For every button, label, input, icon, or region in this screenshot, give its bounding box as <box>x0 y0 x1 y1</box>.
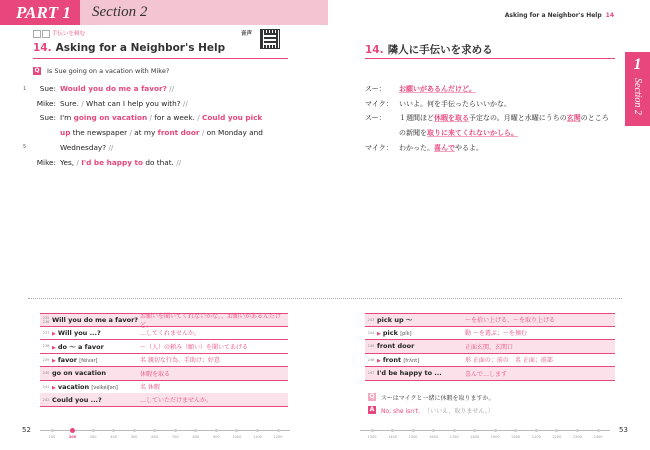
key-phrase-jp: 喜んで <box>434 143 455 152</box>
vocab-meaning: 休暇を取る <box>140 370 171 378</box>
vocab-meaning: 動 ～を選ぶ；～を摘む <box>465 330 527 338</box>
vocab-row <box>40 353 288 366</box>
progress-label: 1700 <box>449 435 459 439</box>
vocab-term <box>377 342 465 350</box>
vocab-term-text: vacation <box>57 382 90 391</box>
text-fragment: at my <box>134 128 158 138</box>
progress-label: 1500 <box>408 435 418 439</box>
text-fragment: 予定なの。月曜と水曜にうちの <box>469 114 567 123</box>
vocab-term <box>377 356 465 364</box>
progress-label: 1200 <box>273 435 283 439</box>
vocab-row <box>365 313 615 326</box>
speaker-label <box>33 126 56 141</box>
progress-tick <box>256 429 259 432</box>
vocab-rule <box>365 380 615 381</box>
progress-label: 1300 <box>367 435 377 439</box>
text-fragment: やるよ。 <box>455 143 483 152</box>
checkbox-label: 手伝いを頼む <box>52 31 86 37</box>
dialogue-line <box>33 126 288 141</box>
vocab-row <box>365 353 615 366</box>
vocab-meaning: ～を拾い上げる、～を取り上げる <box>465 317 556 324</box>
dialogue-text <box>56 141 113 156</box>
vocab-term <box>52 329 140 337</box>
vocab-id: 240 <box>42 371 50 376</box>
vocab-meaning: 名 休暇 <box>140 384 160 391</box>
vocab-term <box>377 329 465 337</box>
text-fragment: いいよ。何を手伝ったらいいかな。 <box>399 99 511 108</box>
triangle-icon: ▶ <box>52 344 56 351</box>
progress-bar-right <box>360 430 610 439</box>
progress-label: 400 <box>110 435 117 439</box>
progress-label: 2400 <box>593 435 603 439</box>
vocab-rule <box>40 313 288 314</box>
vocab-row <box>365 367 615 380</box>
progress-tick <box>514 429 517 432</box>
translation-line <box>365 111 615 126</box>
left-title <box>33 42 225 54</box>
progress-label: 700 <box>171 435 179 439</box>
running-head-page: 14 <box>605 12 614 19</box>
progress-tick <box>576 429 579 432</box>
slash-mark: / <box>81 98 87 108</box>
side-tab-number: 1 <box>633 56 642 73</box>
vocab-term-text: I'd be happy to ... <box>377 369 442 378</box>
dialogue-english <box>33 82 288 170</box>
progress-tick <box>432 429 435 432</box>
progress-label: 500 <box>130 435 138 439</box>
text-fragment: Yes, <box>60 157 77 167</box>
progress-label: 1900 <box>490 435 500 439</box>
triangle-icon: ▶ <box>52 357 56 364</box>
pronunciation: [frʌ́nt] <box>403 357 420 364</box>
progress-tick <box>597 429 600 432</box>
translation-line <box>365 97 615 112</box>
answer-question-badge: Q <box>369 393 375 400</box>
text-fragment: for a week. <box>154 113 198 123</box>
vocab-term-text: Could you ...? <box>52 395 102 404</box>
triangle-icon: ▶ <box>377 357 381 364</box>
vocab-term <box>52 369 140 377</box>
vocab-term-text: Will you ...? <box>57 328 101 337</box>
speaker-label: スー： <box>365 114 386 123</box>
pronunciation: [pík] <box>400 330 412 337</box>
triangle-icon: ▶ <box>377 330 381 337</box>
progress-tick <box>92 429 95 432</box>
vocab-row <box>40 326 288 339</box>
dialogue-line <box>33 156 288 171</box>
vocab-meaning: お願いを聞いてくれないかな。、お願いがあるんだけど。 <box>140 312 282 329</box>
vocab-term-text: pick up ～ <box>377 316 413 324</box>
answer-english: No, she isn't. <box>381 408 421 415</box>
answer-text <box>381 406 494 415</box>
progress-tick <box>153 429 156 432</box>
triangle-icon: ▶ <box>52 330 56 337</box>
slash-mark: / <box>147 113 155 123</box>
line-number: 1 <box>23 86 27 92</box>
slash-mark: // <box>182 98 188 108</box>
audio-label: 音声 <box>241 31 253 37</box>
dialogue-text <box>56 111 262 126</box>
vocab-meaning: ～（人）の頼み（願い）を聞いてあげる <box>140 343 249 351</box>
speaker-label: Sue: <box>39 113 56 123</box>
translation-line <box>365 82 615 97</box>
vocab-meaning: 正面玄関、玄関口 <box>465 343 514 351</box>
pronunciation: [veikéiʃən] <box>91 384 118 391</box>
vocab-row <box>40 380 288 393</box>
key-phrase: Could you pick <box>202 113 263 123</box>
speaker-label: Mike: <box>36 98 56 108</box>
progress-tick <box>473 429 476 432</box>
progress-tick <box>133 429 136 432</box>
text-fragment: １週間ほど <box>399 114 434 123</box>
progress-label: 2200 <box>552 435 562 439</box>
vocab-id: 239 <box>42 357 50 362</box>
slash-mark: / <box>199 128 207 138</box>
progress-label: 2100 <box>531 435 541 439</box>
right-title <box>365 42 493 57</box>
slash-mark: // <box>166 84 175 93</box>
progress-tick <box>215 429 218 432</box>
side-tab-section: Section 2 <box>632 78 643 115</box>
part-label: PART 1 <box>0 0 80 25</box>
vocab-table-right <box>365 313 615 381</box>
speaker-label <box>365 126 399 141</box>
translation-text <box>399 126 615 141</box>
qr-code-icon[interactable] <box>260 29 280 49</box>
progress-label: 300 <box>89 435 97 439</box>
translation-text <box>399 111 615 126</box>
vocab-term <box>52 383 140 391</box>
vocab-id: 244 <box>367 330 375 335</box>
vocab-id: 247 <box>367 371 375 376</box>
progress-tick <box>494 429 497 432</box>
vocab-term <box>377 315 465 324</box>
vocab-term-text: pick <box>382 328 398 337</box>
answer-japanese: （いいえ、取りません。） <box>424 408 494 415</box>
progress-label: 100 <box>48 435 56 439</box>
vocab-rule <box>40 406 288 407</box>
dialogue-line <box>33 82 288 97</box>
dialogue-text <box>56 82 174 97</box>
vocab-term-text: favor <box>57 355 77 364</box>
vocab-meaning: 形 正面の；前の 名 正面；前部 <box>465 357 553 365</box>
progress-tick <box>174 429 177 432</box>
text-fragment: on Monday and <box>206 128 263 138</box>
vocab-term <box>377 369 465 377</box>
vocab-id: 245 <box>367 344 375 349</box>
slash-mark: / <box>197 113 203 123</box>
progress-label: 2000 <box>511 435 521 439</box>
vocab-term-text: front door <box>377 342 415 351</box>
section-divider <box>28 298 622 299</box>
progress-tick <box>453 429 456 432</box>
right-title-number: 14. <box>365 44 384 56</box>
slash-mark: / <box>76 157 82 167</box>
left-page-number: 52 <box>22 426 31 434</box>
vocab-term <box>52 356 140 364</box>
progress-label: 2300 <box>572 435 582 439</box>
key-phrase: going on vacation <box>73 113 148 123</box>
vocab-meaning: 名 親切な行為、手助け；好意 <box>140 357 220 365</box>
text-fragment: What can I help you with? <box>86 98 183 108</box>
translation-line <box>365 141 615 156</box>
progress-label: 900 <box>213 435 220 439</box>
text-fragment: の新聞を <box>399 129 427 138</box>
vocab-id: 238 <box>42 344 50 349</box>
translation-text <box>399 141 615 156</box>
progress-label: 600 <box>151 435 159 439</box>
vocab-term <box>52 316 140 324</box>
text-fragment: わかった。 <box>399 143 434 152</box>
progress-label: 1000 <box>232 435 242 439</box>
line-number: 5 <box>23 144 27 150</box>
vocab-rule <box>365 313 615 314</box>
left-title-number: 14. <box>33 42 52 54</box>
dialogue-line <box>33 141 288 156</box>
vocab-id: 237 <box>42 330 50 335</box>
right-page-number: 53 <box>619 426 628 434</box>
progress-tick <box>70 428 75 433</box>
vocab-id: 242 <box>42 397 50 402</box>
left-title-rule <box>33 58 288 59</box>
progress-tick <box>535 429 538 432</box>
progress-label: 200 <box>68 435 77 439</box>
translation-text <box>399 82 615 97</box>
triangle-icon: ▶ <box>52 384 56 391</box>
vocab-term <box>52 396 140 404</box>
progress-tick <box>194 429 197 432</box>
vocab-row <box>365 326 615 339</box>
vocab-id: 246 <box>367 357 375 362</box>
dialogue-text <box>56 126 263 141</box>
vocab-meaning: …してくれませんか。 <box>140 330 201 338</box>
speaker-label: Mike: <box>36 157 56 167</box>
vocab-term <box>52 342 140 351</box>
pronunciation: [féivər] <box>79 357 98 364</box>
progress-label: 1100 <box>252 435 262 439</box>
progress-label: 1800 <box>470 435 480 439</box>
vocab-meaning: 喜んで…します <box>465 370 508 378</box>
left-title-text: Asking for a Neighbor's Help <box>55 42 226 54</box>
running-head <box>505 12 614 19</box>
dialogue-japanese <box>365 82 615 156</box>
speaker-label: Sue: <box>39 84 56 93</box>
answer-badge: A <box>369 406 375 413</box>
dialogue-line <box>33 97 288 112</box>
slash-mark: // <box>176 157 182 167</box>
vocab-term-text: do ～ a favor <box>57 342 104 351</box>
speaker-label <box>33 141 56 156</box>
key-phrase-jp: 玄関 <box>566 114 581 123</box>
dialogue-line <box>33 111 288 126</box>
question-badge: Q <box>34 67 40 74</box>
vocab-term-text: Will you do me a favor? <box>52 315 139 324</box>
key-phrase-jp: 取りに来てくれないかしら。 <box>427 129 518 138</box>
text-fragment: Sure. <box>60 98 82 108</box>
vocab-row <box>40 393 288 406</box>
speaker-label: スー： <box>365 85 386 93</box>
vocab-table-left <box>40 313 288 408</box>
progress-label: 1400 <box>388 435 397 439</box>
slash-mark: / <box>129 128 135 138</box>
vocab-row <box>40 367 288 380</box>
progress-tick <box>112 429 115 432</box>
text-fragment: do that. <box>143 157 177 167</box>
text-fragment: のところ <box>580 114 609 123</box>
text-fragment: I'm <box>60 113 74 123</box>
text-fragment: Wednesday? <box>60 142 109 152</box>
vocab-id: 241 <box>42 384 50 389</box>
right-title-rule <box>365 58 615 59</box>
vocab-term-text: front <box>382 355 402 364</box>
dialogue-text <box>56 97 188 112</box>
progress-tick <box>371 429 374 432</box>
dialogue-text <box>56 156 181 171</box>
key-phrase: up <box>60 128 71 138</box>
section-label: Section 2 <box>92 4 148 20</box>
progress-tick <box>277 429 280 432</box>
translation-line <box>365 126 615 141</box>
vocab-row <box>365 340 615 353</box>
progress-tick <box>412 429 415 432</box>
key-phrase: Would you do me a favor? <box>60 84 167 93</box>
vocab-id: 235 236 <box>42 315 50 324</box>
right-title-text: 隣人に手伝いを求める <box>387 44 493 56</box>
progress-label: 1600 <box>429 435 439 439</box>
answer-question-text: スーはマイクと一緒に休暇を取りますか。 <box>381 395 495 402</box>
progress-tick <box>391 429 394 432</box>
translation-text <box>399 97 615 112</box>
progress-label: 800 <box>192 435 200 439</box>
vocab-row <box>40 340 288 353</box>
question-text: Is Sue going on a vacation with Mike? <box>47 67 170 75</box>
checkbox-1[interactable] <box>33 30 41 38</box>
key-phrase-jp: お願いがあるんだけど。 <box>399 85 476 93</box>
text-fragment: the newspaper <box>70 128 130 138</box>
vocab-meaning: …していただけませんか。 <box>140 397 213 405</box>
speaker-label: マイク： <box>365 143 393 152</box>
running-head-title: Asking for a Neighbor's Help <box>504 12 602 19</box>
speaker-label: マイク： <box>365 99 393 108</box>
progress-tick <box>555 429 558 432</box>
key-phrase: front door <box>157 128 200 138</box>
key-phrase-jp: 休暇を取る <box>434 114 469 123</box>
vocab-term-text: go on vacation <box>52 369 107 378</box>
progress-tick <box>235 429 238 432</box>
progress-tick <box>51 429 54 432</box>
slash-mark: // <box>108 142 114 152</box>
vocab-row <box>40 312 288 329</box>
checkbox-2[interactable] <box>42 30 50 38</box>
progress-bar-left <box>40 430 290 439</box>
key-phrase: I'd be happy to <box>81 157 143 167</box>
side-tab <box>625 52 650 126</box>
vocab-id: 243 <box>367 317 375 322</box>
